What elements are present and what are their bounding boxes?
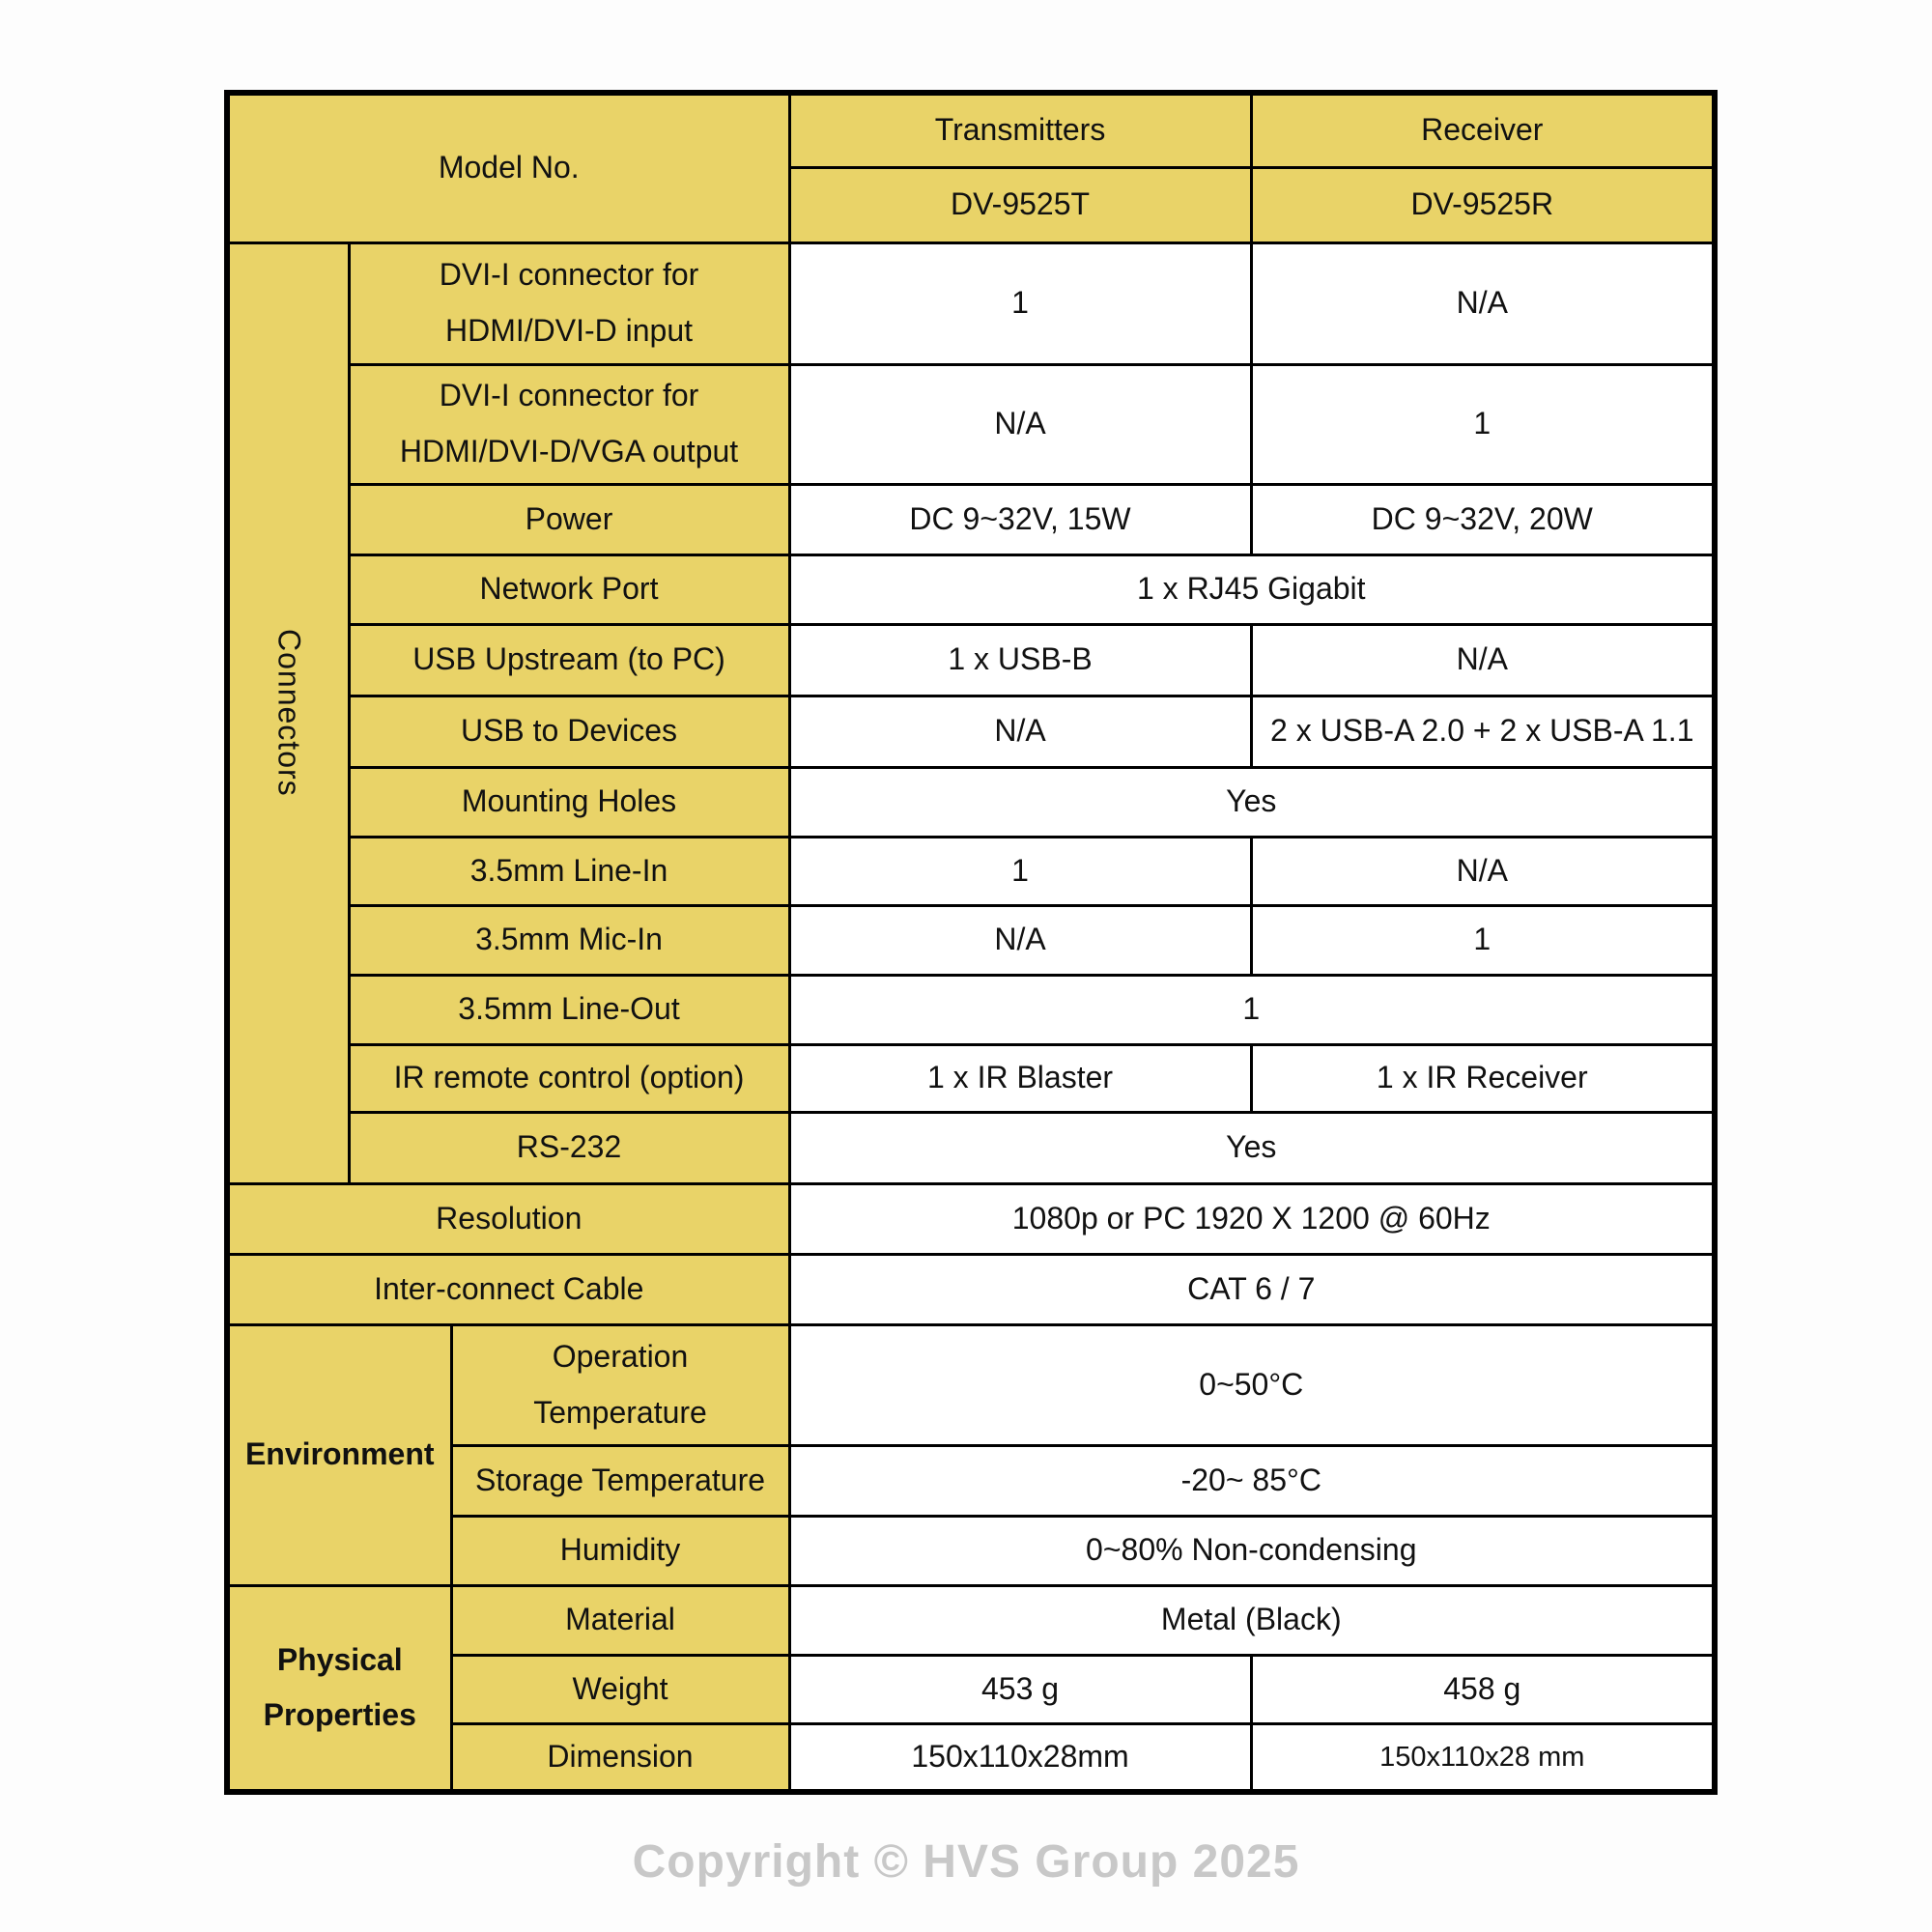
value-operation-temperature: 0~50°C xyxy=(789,1324,1715,1445)
row-dvi-output xyxy=(227,364,1715,484)
label-rs232: RS-232 xyxy=(349,1112,789,1183)
value-mic-in-tx: N/A xyxy=(789,905,1251,975)
label-weight: Weight xyxy=(451,1655,789,1723)
label-line-out: 3.5mm Line-Out xyxy=(349,975,789,1044)
physical-group-cell: Physical Properties xyxy=(227,1585,451,1792)
row-mounting-holes xyxy=(227,767,1715,837)
value-humidity: 0~80% Non-condensing xyxy=(789,1516,1715,1585)
row-network-port xyxy=(227,554,1715,624)
value-dvi-input-rx: N/A xyxy=(1251,242,1715,364)
copyright-footer: Copyright © HVS Group 2025 xyxy=(632,1836,1300,1888)
row-mic-in xyxy=(227,905,1715,975)
label-dvi-output: DVI-I connector for HDMI/DVI-D/VGA output xyxy=(349,364,789,484)
spec-table xyxy=(224,90,1718,1795)
value-usb-devices-rx: 2 x USB-A 2.0 + 2 x USB-A 1.1 xyxy=(1251,696,1715,767)
header-row-group xyxy=(227,93,1715,167)
value-resolution: 1080p or PC 1920 X 1200 @ 60Hz xyxy=(789,1183,1715,1254)
row-ir-remote xyxy=(227,1044,1715,1112)
value-weight-tx: 453 g xyxy=(789,1655,1251,1723)
value-ir-remote-tx: 1 x IR Blaster xyxy=(789,1044,1251,1112)
receiver-model-cell: DV-9525R xyxy=(1251,167,1715,242)
value-material: Metal (Black) xyxy=(789,1585,1715,1655)
row-material xyxy=(227,1585,1715,1655)
label-mic-in: 3.5mm Mic-In xyxy=(349,905,789,975)
model-no-cell: Model No. xyxy=(227,93,789,242)
label-power: Power xyxy=(349,484,789,554)
value-dvi-input-tx: 1 xyxy=(789,242,1251,364)
connectors-group-cell: Connectors xyxy=(227,242,349,1183)
label-usb-upstream: USB Upstream (to PC) xyxy=(349,624,789,696)
label-interconnect-cable: Inter-connect Cable xyxy=(227,1254,789,1324)
value-power-rx: DC 9~32V, 20W xyxy=(1251,484,1715,554)
label-humidity: Humidity xyxy=(451,1516,789,1585)
label-ir-remote: IR remote control (option) xyxy=(349,1044,789,1112)
value-mic-in-rx: 1 xyxy=(1251,905,1715,975)
transmitters-header-cell: Transmitters xyxy=(789,93,1251,167)
value-network-port: 1 x RJ45 Gigabit xyxy=(789,554,1715,624)
value-storage-temperature: -20~ 85°C xyxy=(789,1445,1715,1516)
value-line-in-tx: 1 xyxy=(789,837,1251,905)
value-dvi-output-rx: 1 xyxy=(1251,364,1715,484)
label-operation-temperature: Operation Temperature xyxy=(451,1324,789,1445)
label-line-in: 3.5mm Line-In xyxy=(349,837,789,905)
value-usb-upstream-tx: 1 x USB-B xyxy=(789,624,1251,696)
label-storage-temperature: Storage Temperature xyxy=(451,1445,789,1516)
value-line-in-rx: N/A xyxy=(1251,837,1715,905)
value-usb-upstream-rx: N/A xyxy=(1251,624,1715,696)
row-interconnect-cable xyxy=(227,1254,1715,1324)
label-material: Material xyxy=(451,1585,789,1655)
receiver-header-cell: Receiver xyxy=(1251,93,1715,167)
value-power-tx: DC 9~32V, 15W xyxy=(789,484,1251,554)
value-rs232: Yes xyxy=(789,1112,1715,1183)
row-line-in xyxy=(227,837,1715,905)
value-usb-devices-tx: N/A xyxy=(789,696,1251,767)
row-usb-upstream xyxy=(227,624,1715,696)
value-dvi-output-tx: N/A xyxy=(789,364,1251,484)
label-dvi-input: DVI-I connector for HDMI/DVI-D input xyxy=(349,242,789,364)
row-operation-temperature xyxy=(227,1324,1715,1445)
row-dvi-input xyxy=(227,242,1715,364)
environment-group-cell: Environment xyxy=(227,1324,451,1585)
value-mounting-holes: Yes xyxy=(789,767,1715,837)
label-usb-devices: USB to Devices xyxy=(349,696,789,767)
value-dimension-tx: 150x110x28mm xyxy=(789,1723,1251,1792)
value-interconnect-cable: CAT 6 / 7 xyxy=(789,1254,1715,1324)
value-ir-remote-rx: 1 x IR Receiver xyxy=(1251,1044,1715,1112)
value-dimension-rx: 150x110x28 mm xyxy=(1251,1723,1715,1792)
row-rs232 xyxy=(227,1112,1715,1183)
row-power xyxy=(227,484,1715,554)
label-network-port: Network Port xyxy=(349,554,789,624)
label-resolution: Resolution xyxy=(227,1183,789,1254)
row-usb-devices xyxy=(227,696,1715,767)
label-mounting-holes: Mounting Holes xyxy=(349,767,789,837)
row-resolution xyxy=(227,1183,1715,1254)
transmitter-model-cell: DV-9525T xyxy=(789,167,1251,242)
value-line-out: 1 xyxy=(789,975,1715,1044)
label-dimension: Dimension xyxy=(451,1723,789,1792)
row-line-out xyxy=(227,975,1715,1044)
value-weight-rx: 458 g xyxy=(1251,1655,1715,1723)
